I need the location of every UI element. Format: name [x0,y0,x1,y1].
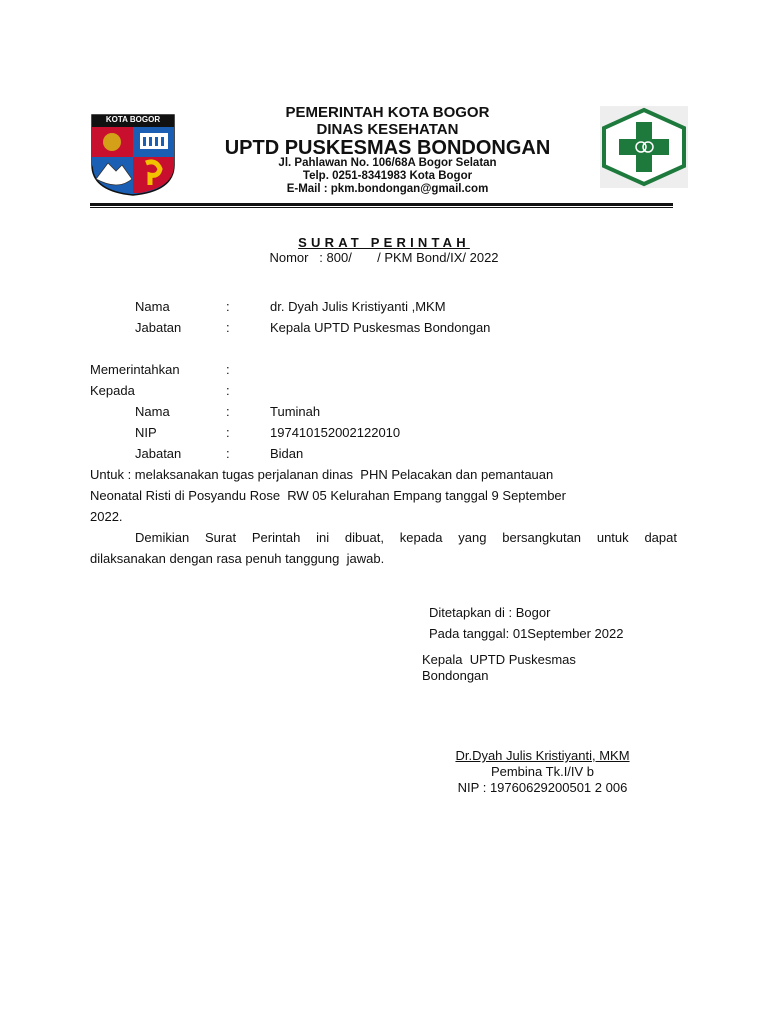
kepada-label: Kepada [90,383,135,398]
issuer-nama-label: Nama [135,299,170,314]
address: Jl. Pahlawan No. 106/68A Bogor Selatan [278,157,497,169]
colon: : [226,446,230,461]
signatory-name: Dr.Dyah Julis Kristiyanti, MKM [455,748,630,763]
letter-number: Nomor : 800/ / PKM Bond/IX/ 2022 [269,250,499,265]
puskesmas-logo [600,106,688,188]
recipient-nama-value: Tuminah [270,404,321,419]
recipient-nip-label: NIP [135,425,157,440]
logo-caption: KOTA BOGOR [105,115,161,124]
kota-bogor-logo [90,113,176,197]
recipient-jabatan-value: Bidan [270,446,304,461]
colon: : [226,362,230,377]
signatory-nip: NIP : 19760629200501 2 006 [457,780,628,795]
closing-line-2: dilaksanakan dengan rasa penuh tanggung jawab. [90,551,385,566]
colon: : [226,383,230,398]
memerintahkan-label: Memerintahkan [90,362,180,377]
email: E-Mail : pkm.bondongan@gmail.com [286,183,489,195]
signature-place: Ditetapkan di : Bogor [429,605,551,620]
issuer-nama-value: dr. Dyah Julis Kristiyanti ,MKM [270,299,446,314]
issuer-jabatan-label: Jabatan [135,320,182,335]
signature-position-2: Bondongan [422,668,489,683]
untuk-line-2: Neonatal Risti di Posyandu Rose RW 05 Kelurahan Empang tanggal 9 September [90,488,566,503]
recipient-nip-value: 197410152002122010 [270,425,401,440]
colon: : [226,299,230,314]
recipient-jabatan-label: Jabatan [135,446,182,461]
issuer-jabatan-value: Kepala UPTD Puskesmas Bondongan [270,320,491,335]
colon: : [226,425,230,440]
closing-line-1: Demikian Surat Perintah ini dibuat, kepada yang bersangkutan untuk dapat [135,530,677,545]
letter-title: SURAT PERINTAH [298,235,470,250]
puskesmas-cross-icon [600,106,688,188]
department-name: DINAS KESEHATAN [316,121,459,138]
signatory-rank: Pembina Tk.I/IV b [490,764,595,779]
govt-name: PEMERINTAH KOTA BOGOR [285,104,490,121]
colon: : [226,320,230,335]
untuk-line-1: Untuk : melaksanakan tugas perjalanan dinas PHN Pelacakan dan pemantauan [90,467,554,482]
header-divider-thick [90,203,673,206]
institution-name: UPTD PUSKESMAS BONDONGAN [224,137,551,159]
recipient-nama-label: Nama [135,404,170,419]
signature-position-1: Kepala UPTD Puskesmas [422,652,576,667]
colon: : [226,404,230,419]
signature-date: Pada tanggal: 01September 2022 [429,626,624,641]
kota-bogor-emblem-icon [90,113,176,197]
header-divider-thin [90,207,673,208]
untuk-line-3: 2022. [90,509,123,524]
phone: Telp. 0251-8341983 Kota Bogor [302,170,473,182]
